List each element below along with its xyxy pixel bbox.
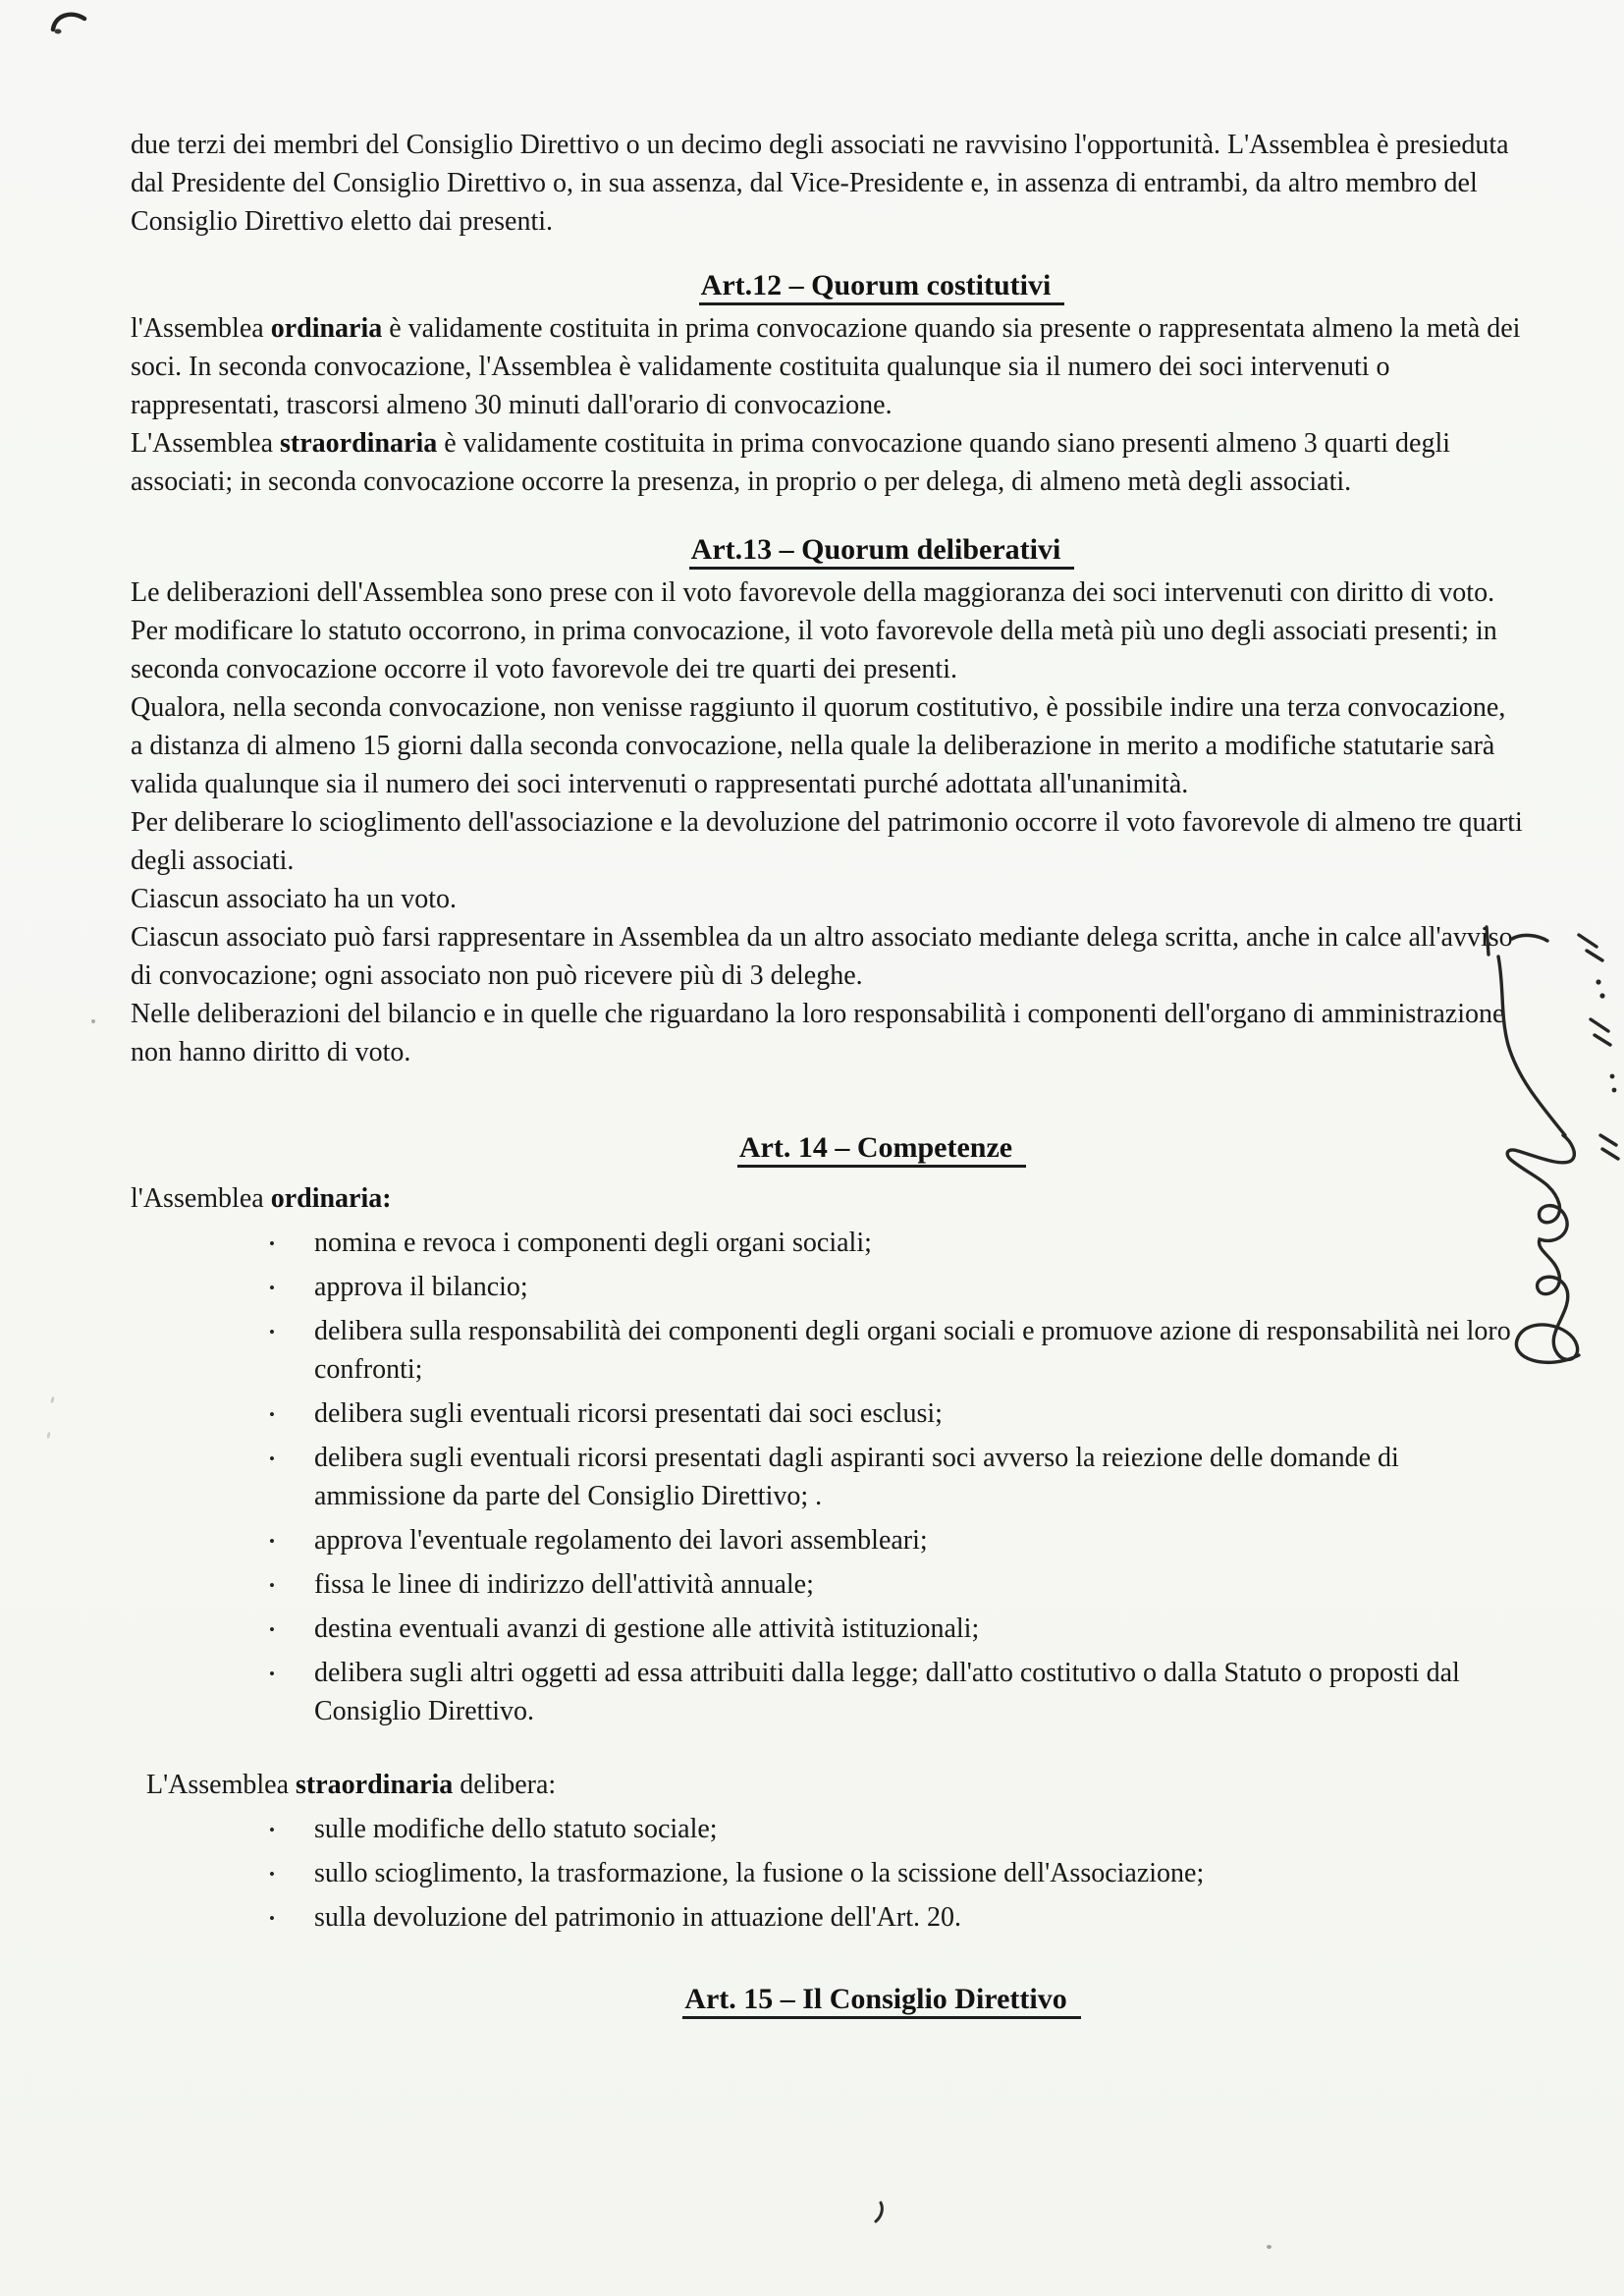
text-run: L'Assemblea [131, 428, 281, 459]
scan-speck [50, 1396, 55, 1404]
scan-speck [46, 1432, 50, 1439]
scan-speck [91, 1019, 95, 1023]
art12-heading-text: Art.12 – Quorum costitutivi [699, 269, 1065, 305]
list-item: • approva il bilancio; [267, 1268, 1523, 1306]
assemblea-straordinaria-label [146, 1766, 1523, 1804]
list-item: • delibera sugli altri oggetti ad essa attribuiti dalla legge; dall'atto costitutivo o dalla Statuto o proposti dal Consiglio Direttivo. [267, 1654, 1523, 1730]
document-body [131, 126, 1523, 2023]
list-item: • sulle modifiche dello statuto sociale; [267, 1810, 1523, 1848]
text-run-bold: ordinaria: [270, 1183, 392, 1214]
assemblea-ordinaria-label [131, 1179, 1523, 1218]
art13-paragraph: Qualora, nella seconda convocazione, non venisse raggiunto il quorum costitutivo, è possibile indire una terza convocazione, a distanza di almeno 15 giorni dalla seconda convocazione, nella quale la deliberazione in merito a modifiche statutarie sarà valida qualunque sia il numero dei soci intervenuti o rappresentati purché adottata all'unanimità. [131, 692, 1506, 799]
text-run: L'Assemblea [146, 1770, 297, 1800]
art12-paragraph-straordinaria [131, 424, 1523, 501]
art13-paragraph: Ciascun associato ha un voto. [131, 884, 458, 914]
text-run: è validamente costituita in prima convocazione quando sia presente o rappresentata almeno la metà dei soci. In seconda convocazione, l'Assemblea è validamente costituita qualunque sia il numero dei soci intervenuti o rappresentati, trascorsi almeno 30 minuti dall'orario di convocazione. [131, 313, 1521, 420]
art13-heading-text: Art.13 – Quorum deliberativi [689, 533, 1075, 570]
art14-heading [186, 1128, 1578, 1168]
list-item: • delibera sulla responsabilità dei componenti degli organi sociali e promuove azione di responsabilità nei loro confronti; [267, 1312, 1523, 1389]
list-item: • approva l'eventuale regolamento dei lavori assembleari; [267, 1521, 1523, 1559]
art13-paragraph: Ciascun associato può farsi rappresentare in Assemblea da un altro associato mediante delega scritta, anche in calce all'avviso di convocazione; ogni associato non può ricevere più di 3 deleghe. [131, 922, 1513, 991]
list-item: • fissa le linee di indirizzo dell'attività annuale; [267, 1565, 1523, 1604]
straordinaria-delibere-list [267, 1810, 1523, 1937]
text-run: l'Assemblea [131, 313, 271, 344]
ordinaria-competenze-list [267, 1224, 1523, 1730]
list-item: • nomina e revoca i componenti degli organi sociali; [267, 1224, 1523, 1262]
art12-paragraph-ordinaria [131, 309, 1523, 424]
list-item: • sullo scioglimento, la trasformazione, la fusione o la scissione dell'Associazione; [267, 1854, 1523, 1892]
text-run-bold: straordinaria [280, 428, 438, 459]
handwritten-signature [1479, 915, 1624, 1377]
art12-heading [186, 266, 1578, 305]
paragraph-intro: due terzi dei membri del Consiglio Direttivo o un decimo degli associati ne ravvisino l'opportunità. L'Assemblea è presieduta dal Presidente del Consiglio Direttivo o, in sua assenza, dal Vice-Presidente e, in assenza di entrambi, da altro membro del Consiglio Direttivo eletto dai presenti. [131, 130, 1509, 237]
list-item: • sulla devoluzione del patrimonio in attuazione dell'Art. 20. [267, 1898, 1523, 1937]
list-item: • delibera sugli eventuali ricorsi presentati dai soci esclusi; [267, 1394, 1523, 1433]
text-run: l'Assemblea [131, 1183, 271, 1214]
art15-heading [186, 1980, 1578, 2019]
stray-apostrophe-mark [872, 2200, 886, 2225]
list-item: • delibera sugli eventuali ricorsi presentati dagli aspiranti soci avverso la reiezione delle domande di ammissione da parte del Consiglio Direttivo; . [267, 1439, 1523, 1515]
text-run-bold: straordinaria [296, 1770, 454, 1800]
art14-heading-text: Art. 14 – Competenze [737, 1131, 1026, 1168]
scan-speck [1267, 2245, 1272, 2249]
art15-heading-text: Art. 15 – Il Consiglio Direttivo [682, 1983, 1080, 2019]
art13-paragraph: Per deliberare lo scioglimento dell'associazione e la devoluzione del patrimonio occorre il voto favorevole di almeno tre quarti degli associati. [131, 807, 1523, 876]
text-run-bold: ordinaria [270, 313, 383, 344]
art13-heading [186, 530, 1578, 570]
art13-paragraph: Nelle deliberazioni del bilancio e in quelle che riguardano la loro responsabilità i componenti dell'organo di amministrazione non hanno diritto di voto. [131, 999, 1505, 1067]
text-run: è validamente costituita in prima convocazione quando siano presenti almeno 3 quarti degli associati; in seconda convocazione occorre la presenza, in proprio o per delega, di almeno metà degli associati. [131, 428, 1451, 497]
text-run: delibera: [453, 1770, 557, 1800]
list-item: • destina eventuali avanzi di gestione alle attività istituzionali; [267, 1610, 1523, 1648]
art13-paragraph: Le deliberazioni dell'Assemblea sono prese con il voto favorevole della maggioranza dei soci intervenuti con diritto di voto. Per modificare lo statuto occorrono, in prima convocazione, il voto favorevole della metà più uno degli associati presenti; in seconda convocazione occorre il voto favorevole dei tre quarti dei presenti. [131, 577, 1497, 684]
pen-squiggle-mark [45, 6, 92, 39]
